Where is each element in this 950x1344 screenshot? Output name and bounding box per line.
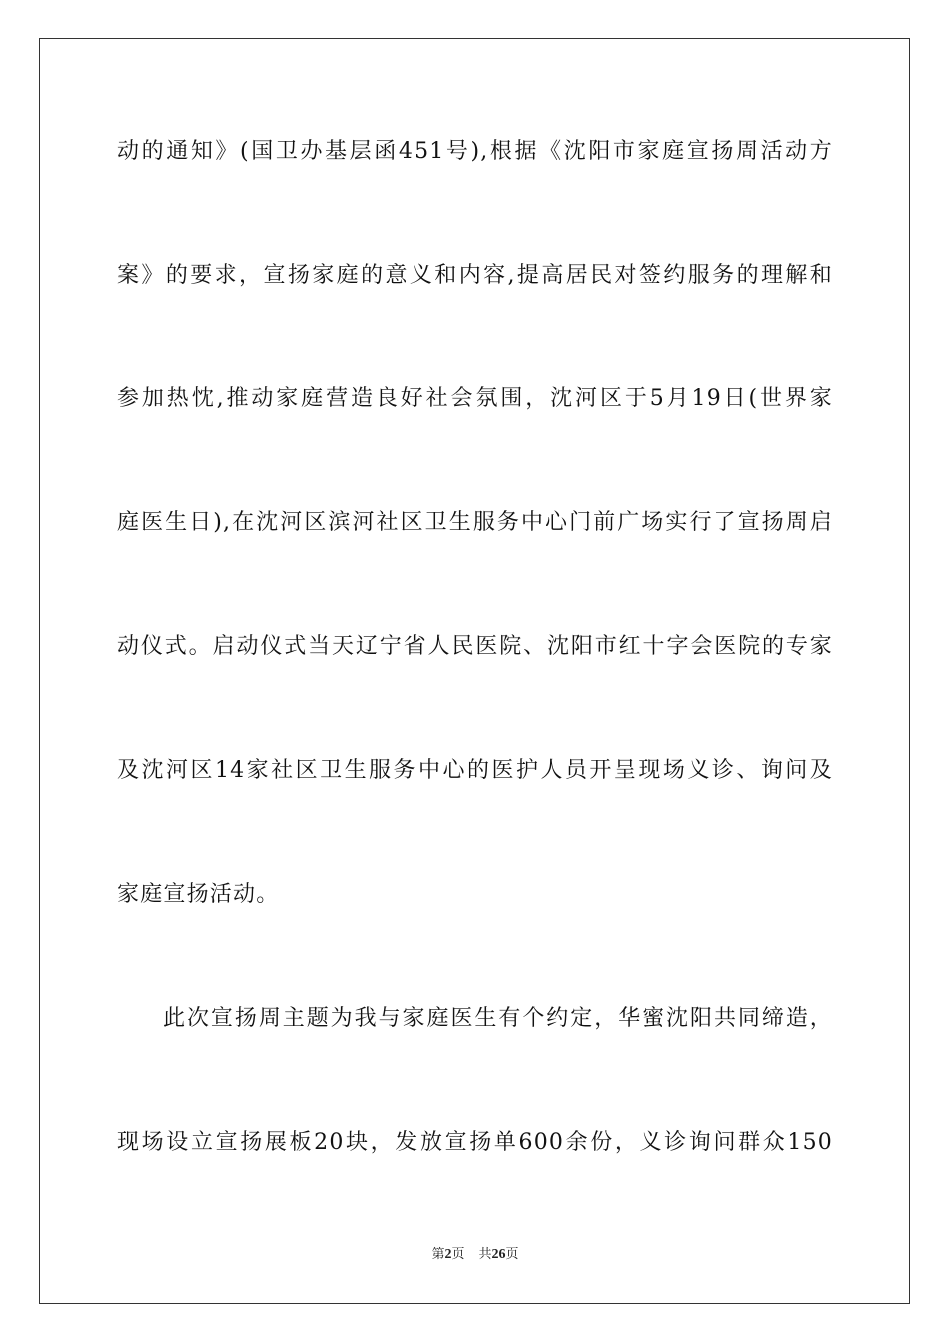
page-footer (0, 1246, 950, 1264)
page-frame (39, 38, 910, 1304)
text-line-5: 动仪式。启动仪式当天辽宁省人民医院、沈阳市红十字会医院的专家 (117, 634, 833, 659)
text-line-7: 家庭宣扬活动。 (117, 882, 280, 907)
text-line-3: 参加热忱,推动家庭营造良好社会氛围，沈河区于5月19日(世界家 (117, 386, 833, 411)
footer-page-total: 26 (491, 1247, 506, 1262)
footer-page-suffix: 页 (451, 1247, 465, 1262)
text-line-6: 及沈河区14家社区卫生服务中心的医护人员开呈现场义诊、询问及 (117, 758, 833, 783)
text-line-1: 动的通知》(国卫办基层函451号),根据《沈阳市家庭宣扬周活动方 (117, 139, 833, 164)
text-line-2: 案》的要求，宣扬家庭的意义和内容,提高居民对签约服务的理解和 (117, 263, 833, 288)
footer-total-suffix: 页 (505, 1247, 519, 1262)
footer-page-current: 2 (444, 1247, 452, 1262)
text-line-8: 此次宣扬周主题为我与家庭医生有个约定，华蜜沈阳共同缔造， (163, 1006, 833, 1031)
text-line-9: 现场设立宣扬展板20块，发放宣扬单600余份，义诊询问群众150 (117, 1130, 833, 1155)
footer-total-prefix: 共 (478, 1247, 492, 1262)
footer-page-prefix: 第 (431, 1247, 445, 1262)
text-line-4: 庭医生日),在沈河区滨河社区卫生服务中心门前广场实行了宣扬周启 (117, 510, 833, 535)
